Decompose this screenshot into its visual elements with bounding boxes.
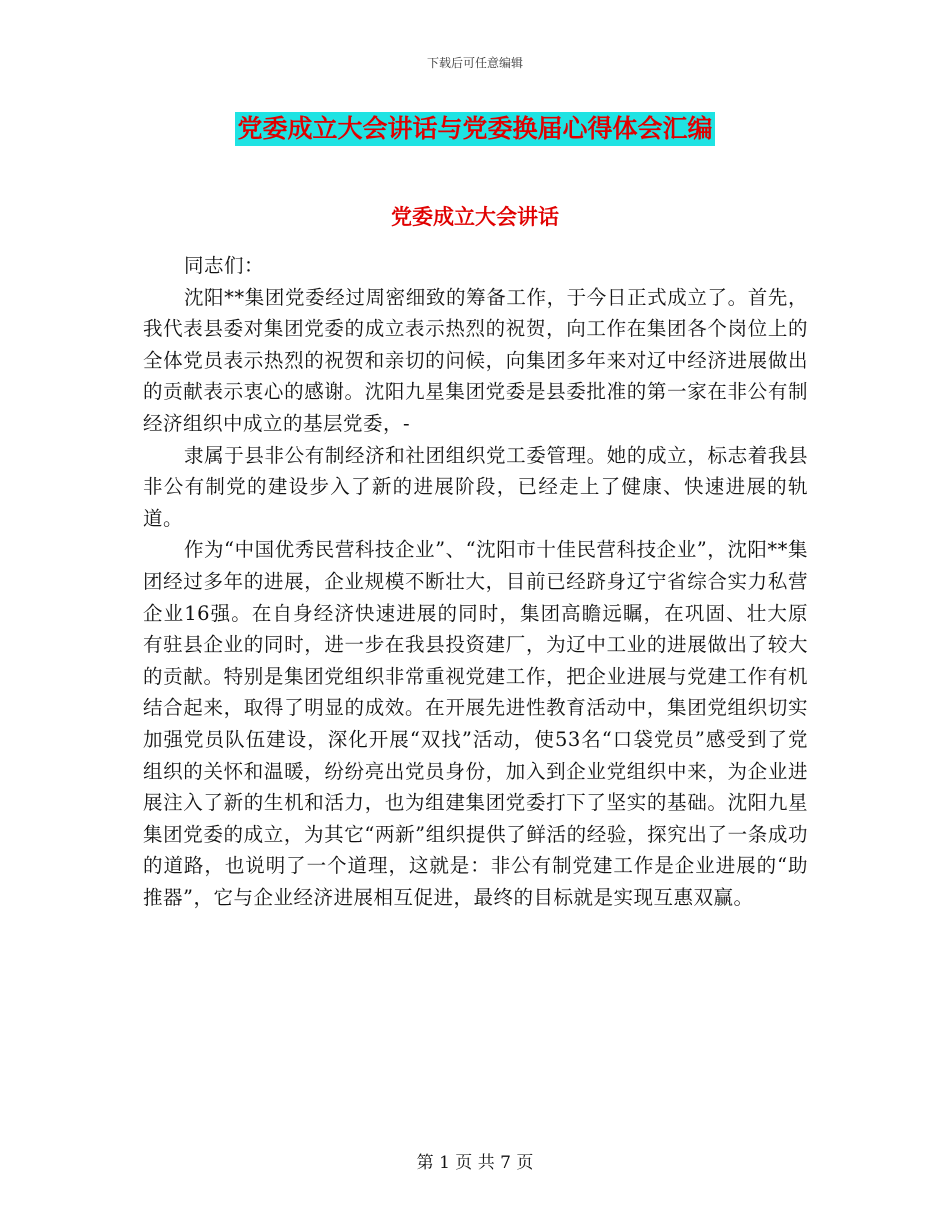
header-note: 下载后可任意编辑 — [426, 56, 523, 70]
body-paragraph: 隶属于县非公有制经济和社团组织党工委管理。她的成立，标志着我县非公有制党的建设步入了新的进展阶段，已经走上了健康、快速进展的轨道。 — [143, 443, 808, 530]
salutation: 同志们： — [183, 254, 264, 277]
document-title: 党委成立大会讲话与党委换届心得体会汇编 — [235, 112, 714, 146]
body-paragraph: 作为“中国优秀民营科技企业”、“沈阳市十佳民营科技企业”，沈阳**集团经过多年的进展，企业规模不断壮大，目前已经跻身辽宁省综合实力私营企业16强。在自身经济快速进展的同时，集团高瞻远瞩，在巩固、壮大原有驻县企业的同时，进一步在我县投资建厂，为辽中工业的进展做出了较大的贡献。特别是集团党组织非常重视党建工作，把企业进展与党建工作有机结合起来，取得了明显的成效。在开展先进性教育活动中，集团党组织切实加强党员队伍建设，深化开展“双找”活动，使53名“口袋党员”感受到了党组织的关怀和温暖，纷纷亮出党员身份，加入到企业党组织中来，为企业进展注入了新的生机和活力，也为组建集团党委打下了坚实的基础。沈阳九星集团党委的成立，为其它“两新”组织提供了鲜活的经验，探究出了一条成功的道路，也说明了一个道理，这就是：非公有制党建工作是企业进展的“助推器”，它与企业经济进展相互促进，最终的目标就是实现互惠双赢。 — [143, 538, 808, 909]
body-paragraph: 沈阳**集团党委经过周密细致的筹备工作，于今日正式成立了。首先，我代表县委对集团党委的成立表示热烈的祝贺，向工作在集团各个岗位上的全体党员表示热烈的祝贺和亲切的问候，向集团多年来对辽中经济进展做出的贡献表示衷心的感谢。沈阳九星集团党委是县委批准的第一家在非公有制经济组织中成立的基层党委，- — [143, 285, 808, 435]
document-body — [143, 250, 808, 913]
main-title-container — [0, 112, 950, 146]
section-title: 党委成立大会讲话 — [391, 204, 559, 229]
page-number-footer: 第 1 页 共 7 页 — [416, 1153, 534, 1173]
